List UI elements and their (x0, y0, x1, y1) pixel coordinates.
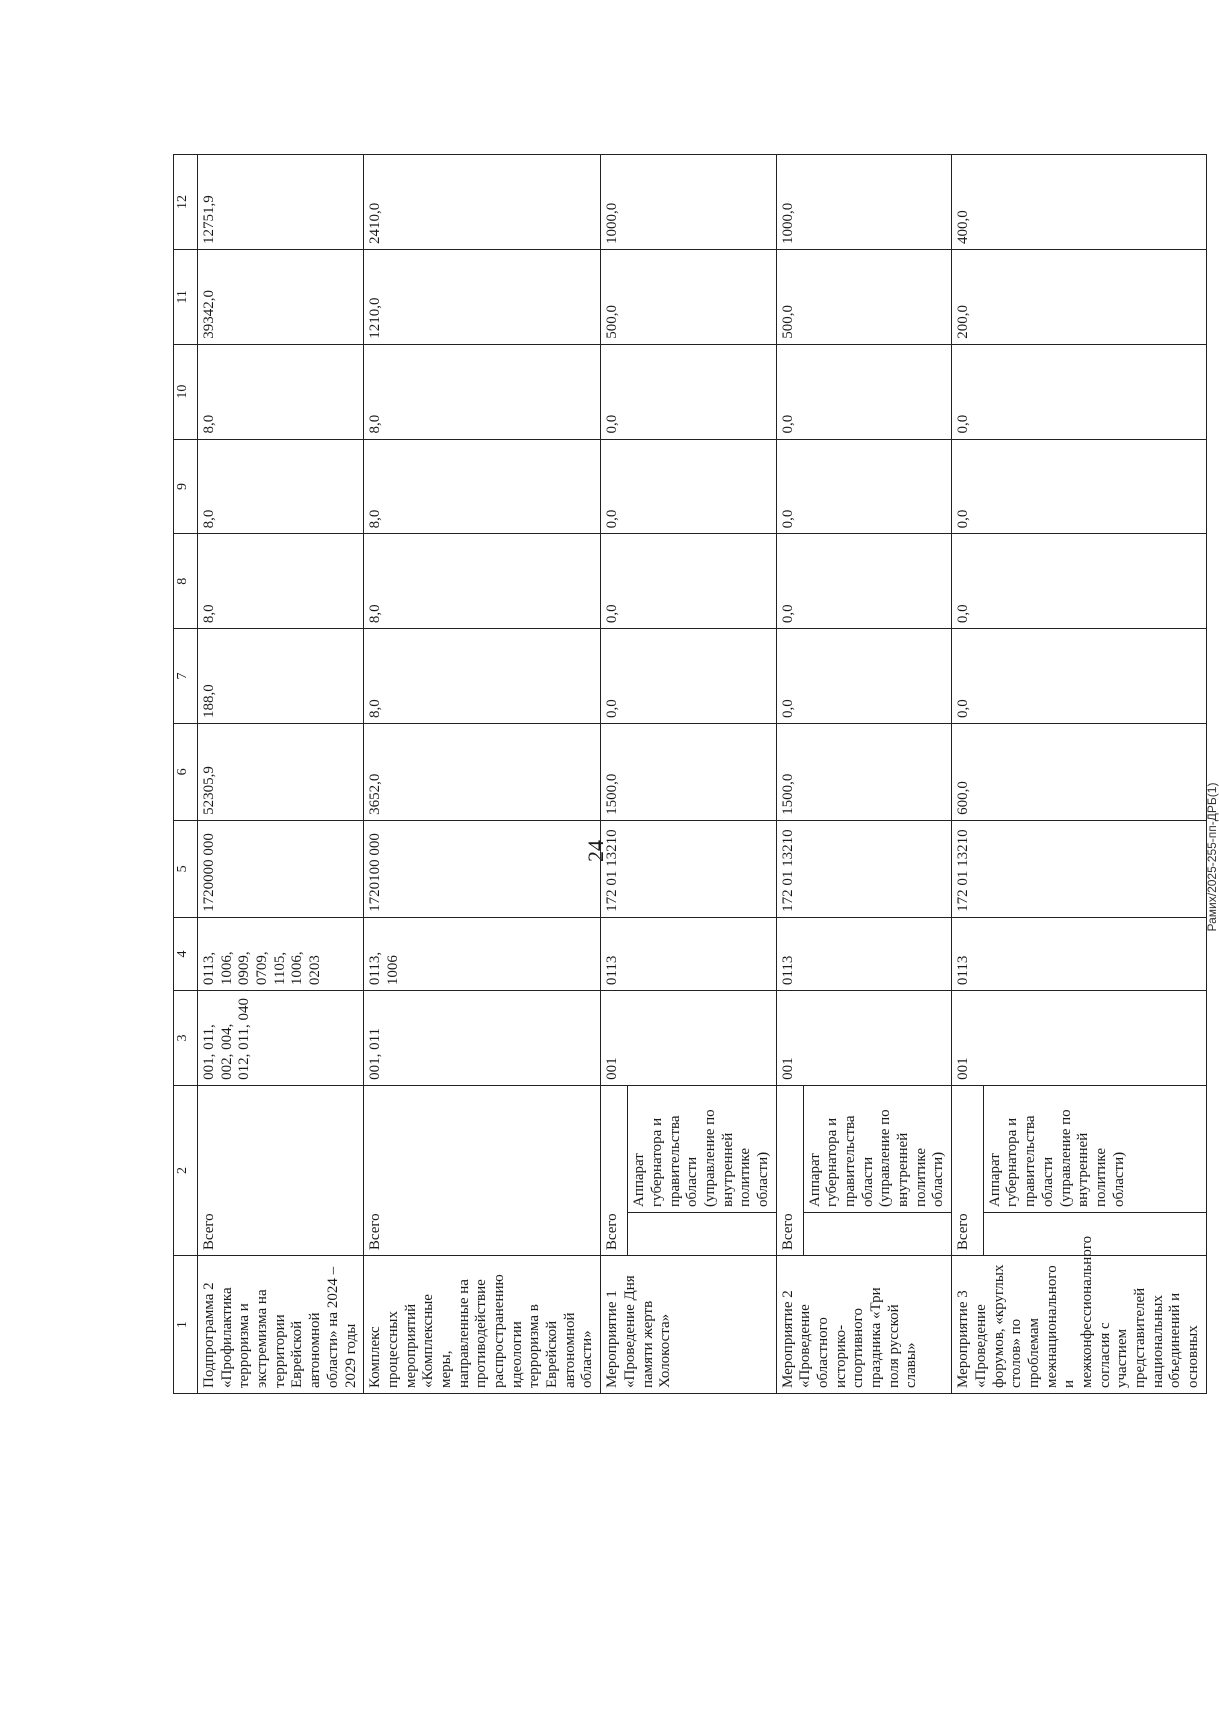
event-value-8: 0,0 (952, 534, 1207, 629)
event-total-row (776, 155, 803, 1394)
subprogram-value-11: 39342,0 (198, 249, 364, 344)
event-csr: 172 01 13210 (601, 820, 777, 917)
event-value-12: 1000,0 (776, 155, 952, 250)
event-rzpr: 0113 (776, 917, 952, 990)
event-value-7: 0,0 (952, 629, 1207, 724)
event-rzpr: 0113 (952, 917, 1207, 990)
event-name: Мероприятие 3 «Проведение форумов, «круглых столов» по проблемам межнационального и межконфессионального согласия с участием представителей национальных объединений и основных (952, 1256, 1207, 1394)
subprogram-source: Всего (198, 1085, 364, 1255)
complex-source: Всего (364, 1085, 601, 1255)
event-value-7: 0,0 (601, 629, 777, 724)
column-number: 8 (174, 534, 198, 629)
complex-value-9: 8,0 (364, 439, 601, 534)
event-value-6: 600,0 (952, 723, 1207, 820)
column-number-row (174, 155, 198, 1394)
rotated-table-container (173, 154, 1202, 1394)
event-value-10: 0,0 (601, 344, 777, 439)
column-number: 4 (174, 917, 198, 990)
event-executor-spacer (803, 1213, 952, 1256)
event-value-12: 400,0 (952, 155, 1207, 250)
event-executor-spacer (628, 1213, 777, 1256)
complex-name: Комплекс процессных мероприятий «Комплексные меры, направленные на противодействие распространению идеологии терроризма в Еврейской автономной области» (364, 1256, 601, 1394)
event-value-8: 0,0 (776, 534, 952, 629)
event-csr: 172 01 13210 (776, 820, 952, 917)
subprogram-name: Подпрограмма 2 «Профилактика терроризма и экстремизма на территории Еврейской автономной области» на 2024 – 2029 годы (198, 1256, 364, 1394)
column-number: 10 (174, 344, 198, 439)
event-csr: 172 01 13210 (952, 820, 1207, 917)
column-number: 7 (174, 629, 198, 724)
document-code: Рамих/2025-255-пп-ДРБ(1) (1205, 782, 1219, 932)
subprogram-value-8: 8,0 (198, 534, 364, 629)
column-number: 12 (174, 155, 198, 250)
subprogram-value-9: 8,0 (198, 439, 364, 534)
event-name: Мероприятие 2 «Проведение областного историко-спортивного праздника «Три поля русской славы» (776, 1256, 952, 1394)
subprogram-rzpr: 0113, 1006, 0909, 0709, 1105, 1006, 0203 (198, 917, 364, 990)
subprogram-value-7: 188,0 (198, 629, 364, 724)
column-number: 9 (174, 439, 198, 534)
event-grbs: 001 (601, 991, 777, 1086)
event-value-6: 1500,0 (601, 723, 777, 820)
event-source-total: Всего (776, 1085, 803, 1255)
subprogram-grbs: 001, 011, 002, 004, 012, 011, 040 (198, 991, 364, 1086)
event-executor: Аппарат губернатора и правительства области (управление по внутренней политике области) (628, 1085, 777, 1212)
event-executor: Аппарат губернатора и правительства области (управление по внутренней политике области) (983, 1085, 1206, 1212)
complex-value-8: 8,0 (364, 534, 601, 629)
complex-csr: 1720100 000 (364, 820, 601, 917)
column-number: 2 (174, 1085, 198, 1255)
column-number: 11 (174, 249, 198, 344)
column-number: 5 (174, 820, 198, 917)
event-value-6: 1500,0 (776, 723, 952, 820)
subprogram-value-12: 12751,9 (198, 155, 364, 250)
event-value-9: 0,0 (776, 439, 952, 534)
event-value-9: 0,0 (601, 439, 777, 534)
event-value-11: 500,0 (601, 249, 777, 344)
complex-grbs: 001, 011 (364, 991, 601, 1086)
complex-value-11: 1210,0 (364, 249, 601, 344)
event-rzpr: 0113 (601, 917, 777, 990)
subprogram-value-10: 8,0 (198, 344, 364, 439)
subprogram-row (198, 155, 364, 1394)
event-value-7: 0,0 (776, 629, 952, 724)
event-grbs: 001 (776, 991, 952, 1086)
column-number: 3 (174, 991, 198, 1086)
complex-rzpr: 0113, 1006 (364, 917, 601, 990)
column-number: 6 (174, 723, 198, 820)
complex-value-6: 3652,0 (364, 723, 601, 820)
event-name: Мероприятие 1 «Проведение Дня памяти жертв Холокоста» (601, 1256, 777, 1394)
column-number: 1 (174, 1256, 198, 1394)
event-total-row (952, 155, 984, 1394)
event-total-row (601, 155, 628, 1394)
complex-row (364, 155, 601, 1394)
event-executor: Аппарат губернатора и правительства области (управление по внутренней политике области) (803, 1085, 952, 1212)
budget-table (173, 154, 1207, 1394)
event-value-8: 0,0 (601, 534, 777, 629)
subprogram-value-6: 52305,9 (198, 723, 364, 820)
page-number: 24 (583, 840, 608, 862)
event-value-9: 0,0 (952, 439, 1207, 534)
complex-value-7: 8,0 (364, 629, 601, 724)
event-source-total: Всего (601, 1085, 628, 1255)
complex-value-12: 2410,0 (364, 155, 601, 250)
subprogram-csr: 1720000 000 (198, 820, 364, 917)
event-value-10: 0,0 (952, 344, 1207, 439)
event-grbs: 001 (952, 991, 1207, 1086)
complex-value-10: 8,0 (364, 344, 601, 439)
event-value-11: 500,0 (776, 249, 952, 344)
event-source-total: Всего (952, 1085, 984, 1255)
event-value-12: 1000,0 (601, 155, 777, 250)
event-value-10: 0,0 (776, 344, 952, 439)
event-value-11: 200,0 (952, 249, 1207, 344)
